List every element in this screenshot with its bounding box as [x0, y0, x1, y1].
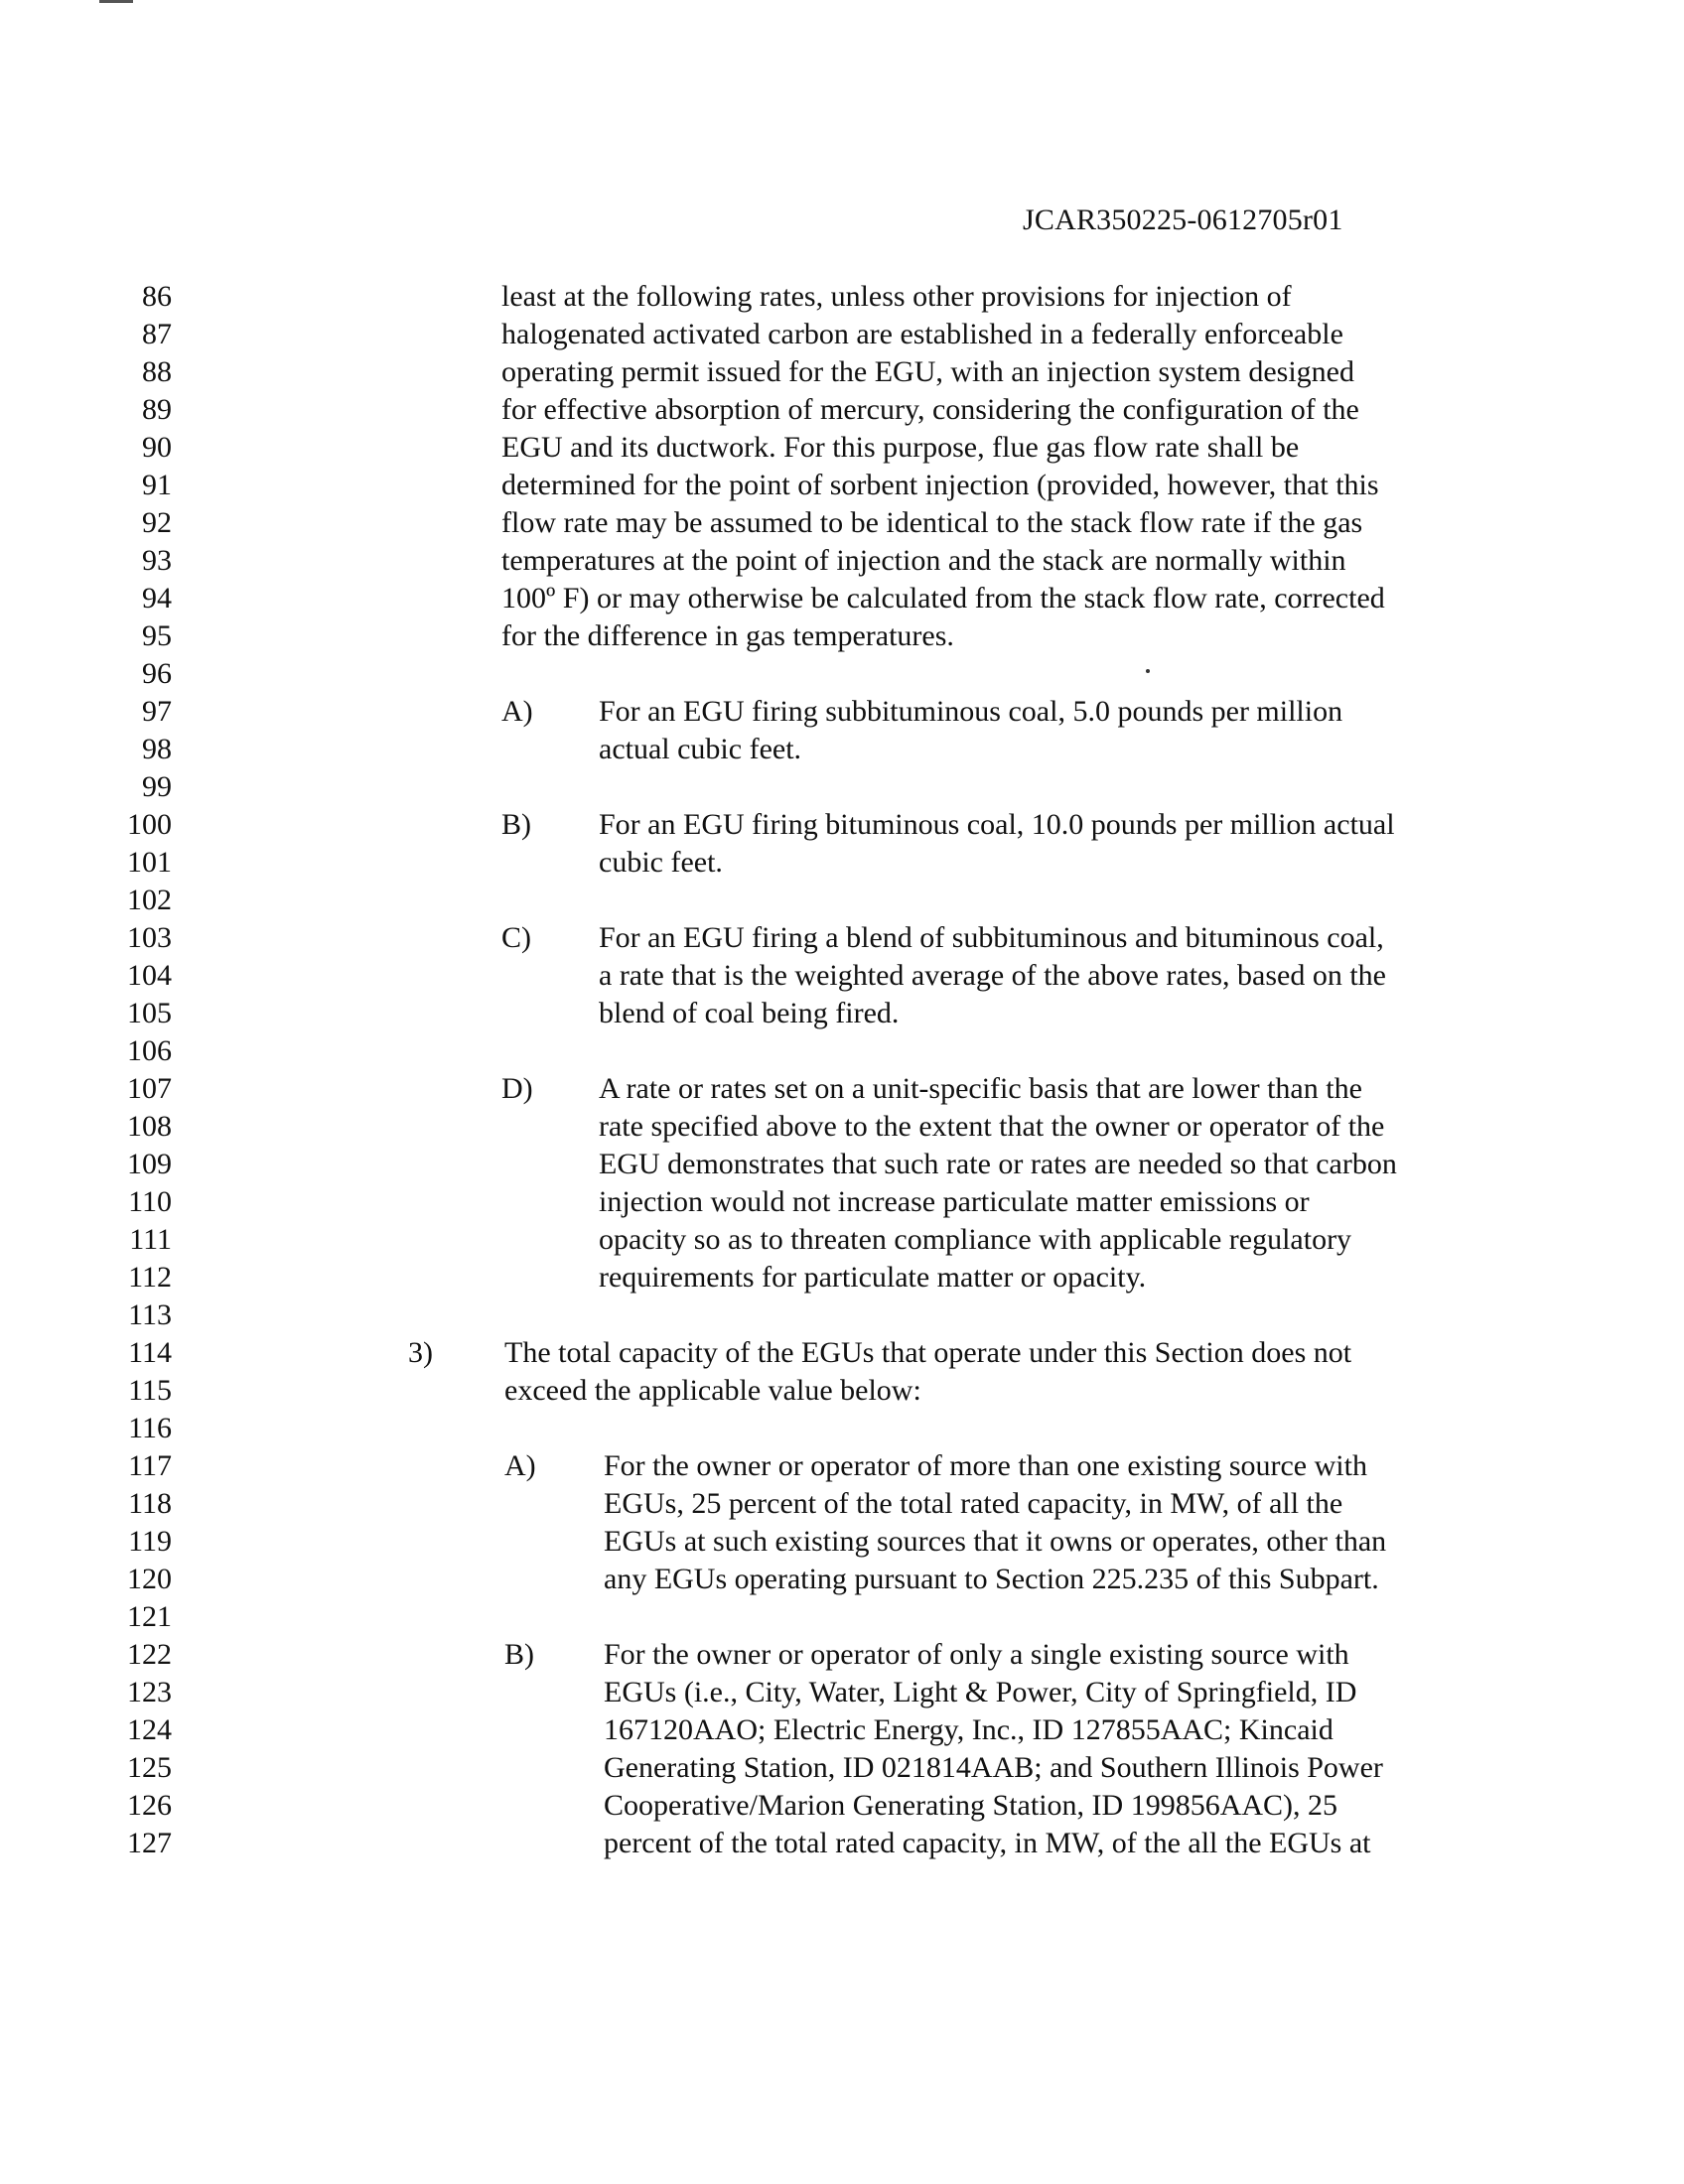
- line-number: 99: [142, 770, 172, 803]
- text-line: EGUs (i.e., City, Water, Light & Power, City of Springfield, ID: [604, 1676, 1357, 1708]
- scan-artifact: [99, 0, 133, 3]
- line-number: 120: [127, 1563, 172, 1595]
- line-number: 92: [142, 506, 172, 539]
- capacity-item-b-label: B): [504, 1638, 534, 1671]
- text-line: any EGUs operating pursuant to Section 225.235 of this Subpart.: [604, 1563, 1379, 1595]
- text-line: Generating Station, ID 021814AAB; and Southern Illinois Power: [604, 1751, 1383, 1784]
- text-line: for effective absorption of mercury, considering the configuration of the: [501, 393, 1359, 426]
- line-number: 97: [142, 695, 172, 728]
- line-number: 122: [127, 1638, 172, 1671]
- line-number: 94: [142, 582, 172, 614]
- text-line: EGUs at such existing sources that it owns or operates, other than: [604, 1525, 1387, 1558]
- line-number: 101: [127, 846, 172, 879]
- line-number: 107: [127, 1072, 172, 1105]
- line-number: 114: [128, 1336, 172, 1369]
- line-number: 113: [128, 1298, 172, 1331]
- text-line: The total capacity of the EGUs that operate under this Section does not: [504, 1336, 1352, 1369]
- rate-item-d-label: D): [501, 1072, 533, 1105]
- document-id: JCAR350225-0612705r01: [1023, 204, 1343, 236]
- line-number: 104: [127, 959, 172, 992]
- rate-item-c-text: [599, 919, 1386, 1032]
- line-number: 127: [127, 1827, 172, 1859]
- text-line: For an EGU firing a blend of subbituminous and bituminous coal,: [599, 921, 1384, 954]
- line-number: 125: [127, 1751, 172, 1784]
- line-number: 106: [127, 1034, 172, 1067]
- line-number: 89: [142, 393, 172, 426]
- line-number: 118: [128, 1487, 172, 1520]
- text-line: A rate or rates set on a unit-specific basis that are lower than the: [599, 1072, 1362, 1105]
- line-number-column: [94, 278, 172, 1862]
- text-line: percent of the total rated capacity, in MW, of the all the EGUs at: [604, 1827, 1371, 1859]
- line-number: 100: [127, 808, 172, 841]
- section-3-text: [504, 1334, 1351, 1410]
- text-line: actual cubic feet.: [599, 733, 802, 765]
- line-number: 110: [128, 1185, 172, 1218]
- text-line: 100º F) or may otherwise be calculated from the stack flow rate, corrected: [501, 582, 1385, 614]
- text-line: temperatures at the point of injection and the stack are normally within: [501, 544, 1346, 577]
- rate-item-a-text: [599, 693, 1342, 768]
- rate-item-b-label: B): [501, 808, 531, 841]
- line-number: 108: [127, 1110, 172, 1143]
- capacity-item-a-label: A): [504, 1449, 536, 1482]
- text-line: flow rate may be assumed to be identical to the stack flow rate if the gas: [501, 506, 1363, 539]
- line-number: 91: [142, 469, 172, 501]
- line-number: 93: [142, 544, 172, 577]
- text-line: blend of coal being fired.: [599, 997, 900, 1029]
- line-number: 98: [142, 733, 172, 765]
- text-line: EGU demonstrates that such rate or rates are needed so that carbon: [599, 1148, 1397, 1180]
- text-line: For the owner or operator of only a single existing source with: [604, 1638, 1349, 1671]
- intro-paragraph: [501, 278, 1385, 655]
- text-line: opacity so as to threaten compliance with applicable regulatory: [599, 1223, 1352, 1256]
- line-number: 88: [142, 355, 172, 388]
- line-number: 119: [128, 1525, 172, 1558]
- rate-item-b-text: [599, 806, 1395, 882]
- line-number: 123: [127, 1676, 172, 1708]
- text-line: halogenated activated carbon are established in a federally enforceable: [501, 318, 1343, 350]
- line-number: 105: [127, 997, 172, 1029]
- text-line: operating permit issued for the EGU, with an injection system designed: [501, 355, 1354, 388]
- capacity-item-b-text: [604, 1636, 1383, 1862]
- line-number: 96: [142, 657, 172, 690]
- line-number: 117: [128, 1449, 172, 1482]
- line-number: 124: [127, 1713, 172, 1746]
- rate-item-d-text: [599, 1070, 1397, 1297]
- text-line: cubic feet.: [599, 846, 723, 879]
- line-number: 115: [128, 1374, 172, 1407]
- text-line: least at the following rates, unless other provisions for injection of: [501, 280, 1292, 313]
- text-line: rate specified above to the extent that the owner or operator of the: [599, 1110, 1385, 1143]
- line-number: 95: [142, 619, 172, 652]
- text-line: 167120AAO; Electric Energy, Inc., ID 127855AAC; Kincaid: [604, 1713, 1333, 1746]
- line-number: 90: [142, 431, 172, 464]
- text-line: a rate that is the weighted average of the above rates, based on the: [599, 959, 1386, 992]
- text-line: For an EGU firing subbituminous coal, 5.0 pounds per million: [599, 695, 1343, 728]
- line-number: 111: [129, 1223, 172, 1256]
- line-number: 86: [142, 280, 172, 313]
- text-line: exceed the applicable value below:: [504, 1374, 921, 1407]
- section-3-label: 3): [408, 1336, 433, 1369]
- line-number: 103: [127, 921, 172, 954]
- rate-item-c-label: C): [501, 921, 531, 954]
- text-line: For an EGU firing bituminous coal, 10.0 pounds per million actual: [599, 808, 1395, 841]
- text-line: for the difference in gas temperatures.: [501, 619, 954, 652]
- text-line: Cooperative/Marion Generating Station, ID 199856AAC), 25: [604, 1789, 1338, 1822]
- line-number: 116: [128, 1412, 172, 1444]
- line-number: 109: [127, 1148, 172, 1180]
- line-number: 112: [128, 1261, 172, 1294]
- line-number: 87: [142, 318, 172, 350]
- line-number: 121: [127, 1600, 172, 1633]
- line-number: 126: [127, 1789, 172, 1822]
- scan-dot: [1146, 669, 1150, 673]
- text-line: EGU and its ductwork. For this purpose, flue gas flow rate shall be: [501, 431, 1300, 464]
- capacity-item-a-text: [604, 1447, 1386, 1598]
- text-line: determined for the point of sorbent injection (provided, however, that this: [501, 469, 1379, 501]
- rate-item-a-label: A): [501, 695, 533, 728]
- text-line: For the owner or operator of more than one existing source with: [604, 1449, 1367, 1482]
- line-number: 102: [127, 884, 172, 916]
- text-line: requirements for particulate matter or opacity.: [599, 1261, 1147, 1294]
- text-line: EGUs, 25 percent of the total rated capacity, in MW, of all the: [604, 1487, 1343, 1520]
- text-line: injection would not increase particulate matter emissions or: [599, 1185, 1310, 1218]
